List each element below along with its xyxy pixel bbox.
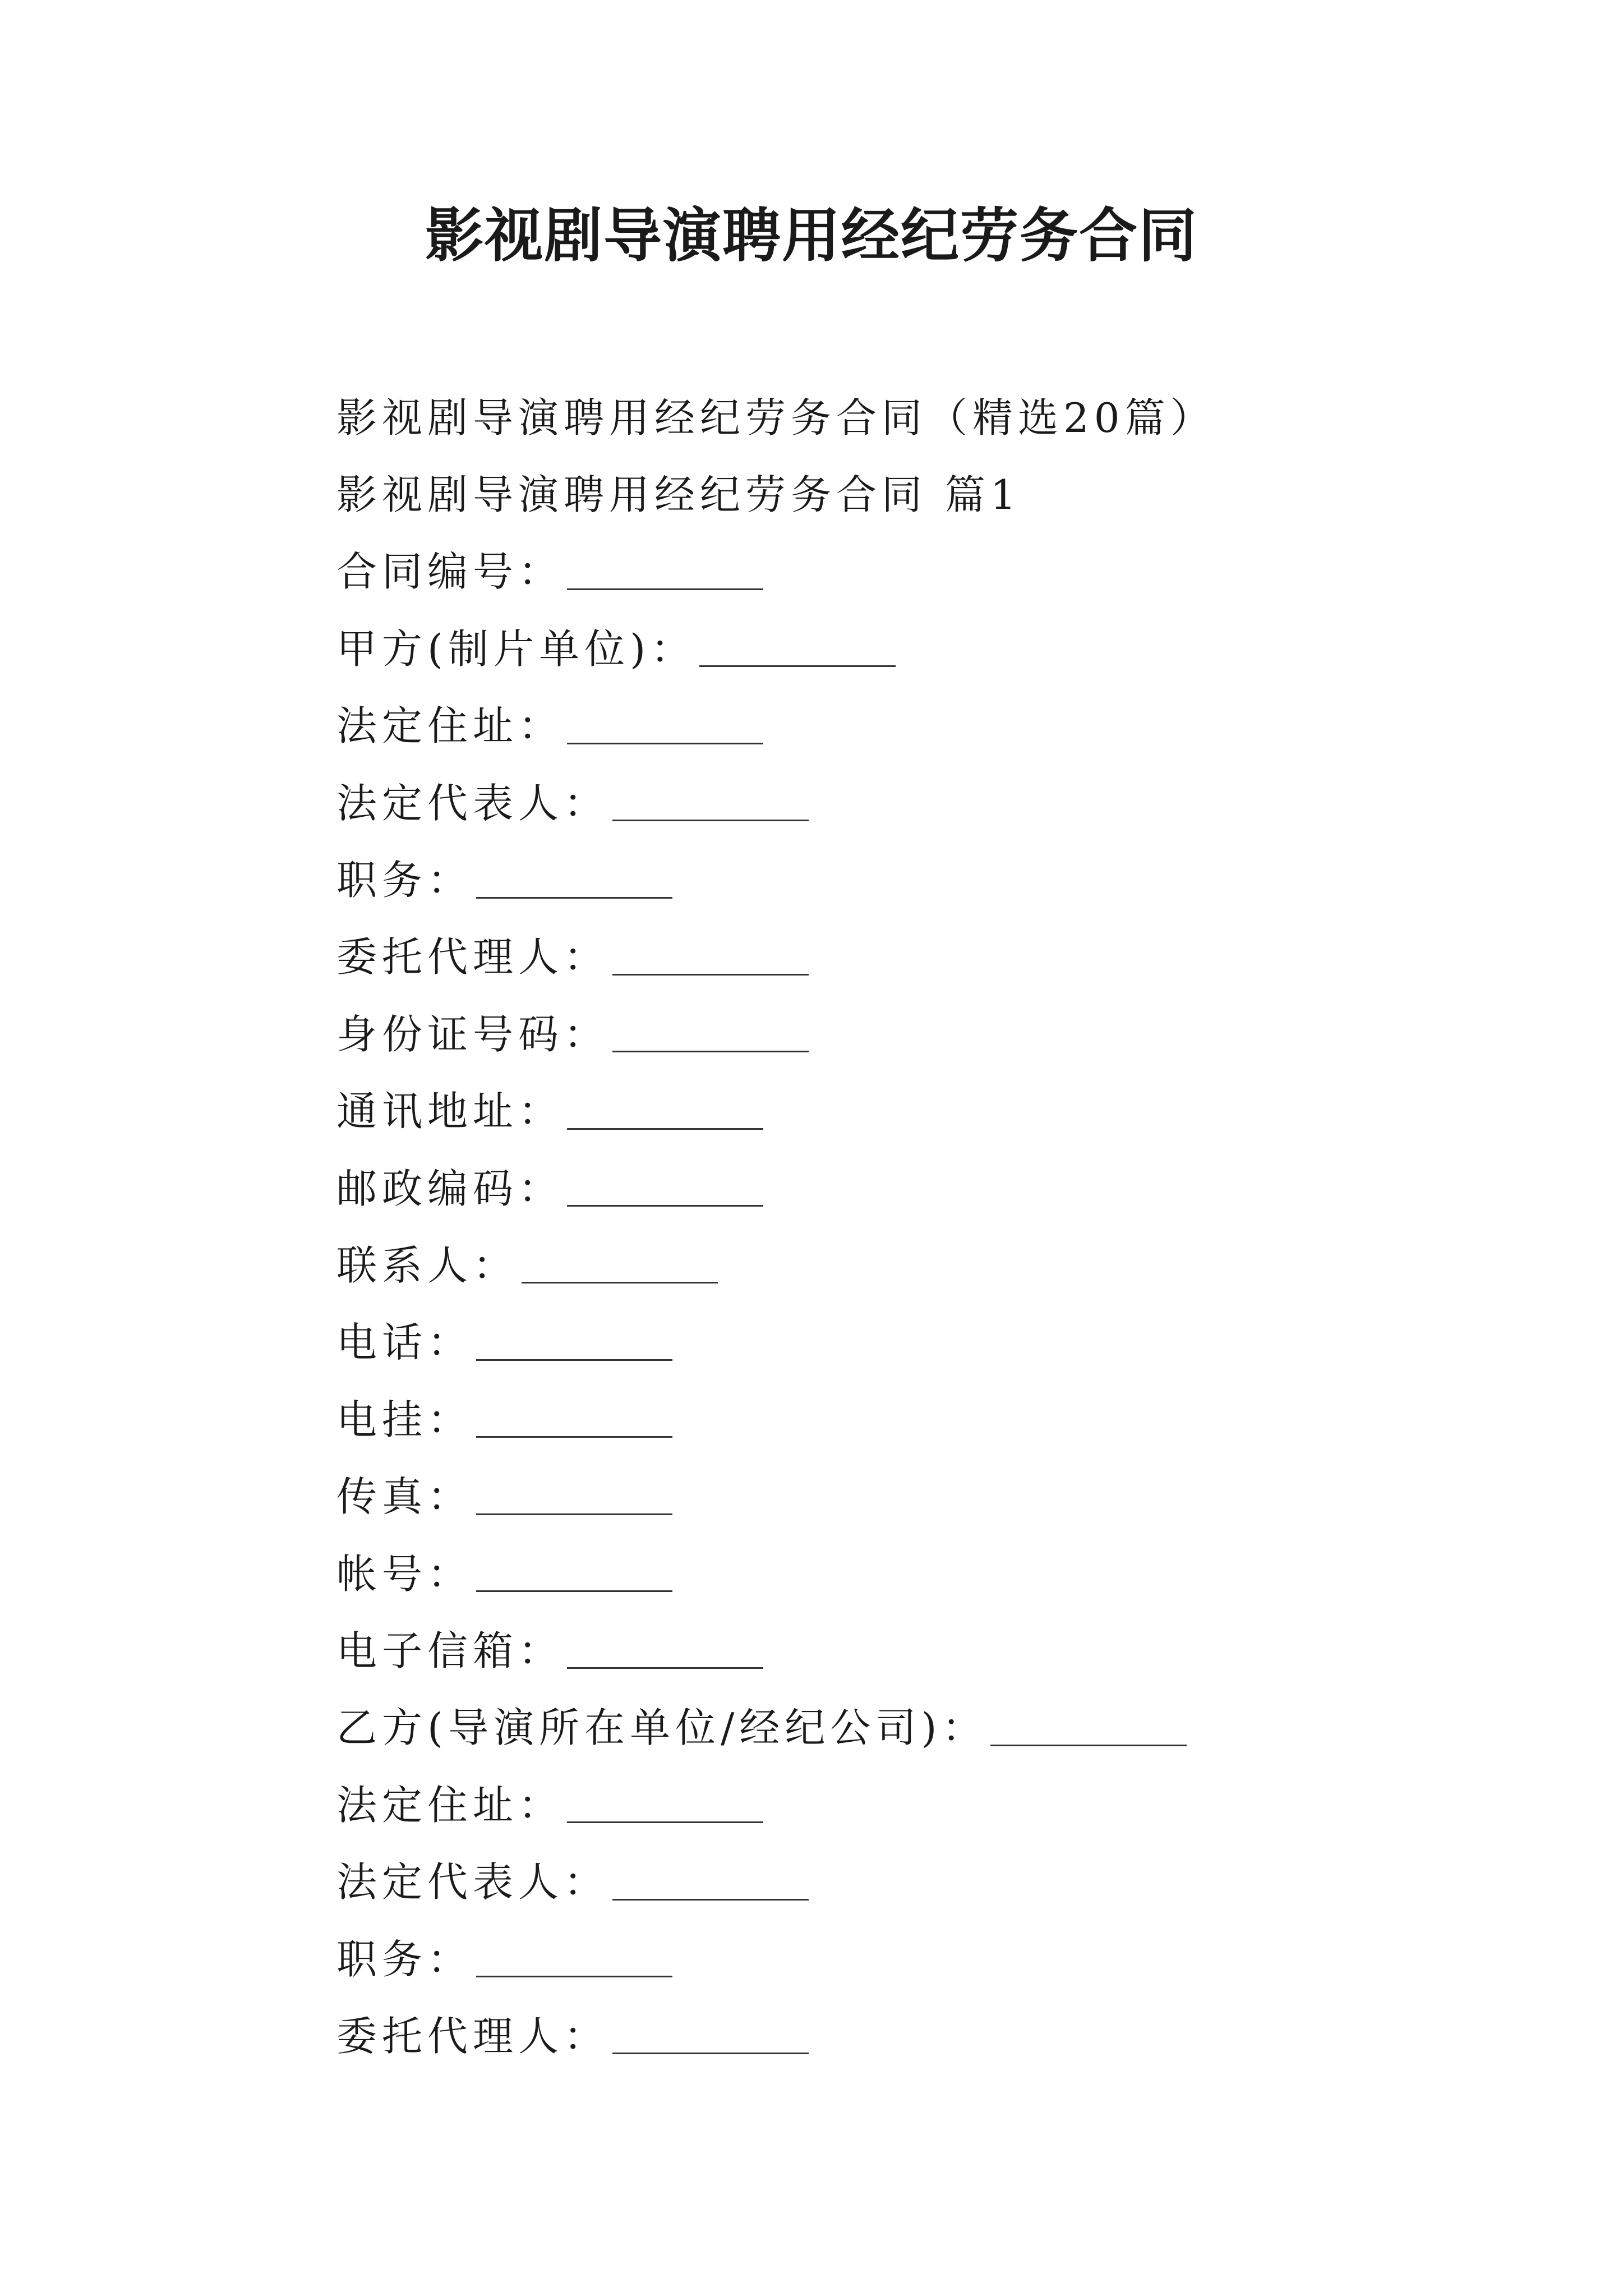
field-label: 联系人： bbox=[336, 1241, 519, 1289]
fill-in-blank[interactable] bbox=[476, 880, 672, 899]
fill-in-blank[interactable] bbox=[612, 1034, 809, 1052]
fill-in-blank[interactable] bbox=[567, 1188, 763, 1207]
field-label: 法定住址： bbox=[336, 1781, 564, 1829]
contract-field-line bbox=[336, 530, 1514, 607]
field-label: 帐号： bbox=[336, 1550, 473, 1598]
fill-in-blank[interactable] bbox=[567, 1111, 763, 1130]
document-body bbox=[336, 376, 1514, 2072]
contract-field-line bbox=[336, 1840, 1514, 1917]
contract-field-line bbox=[336, 1609, 1514, 1686]
field-label: 法定住址： bbox=[336, 702, 564, 750]
field-label: 传真： bbox=[336, 1473, 473, 1521]
contract-field-line bbox=[336, 607, 1514, 684]
field-label: 邮政编码： bbox=[336, 1165, 564, 1212]
subtitle-text: 影视剧导演聘用经纪劳务合同（精选20篇） bbox=[336, 394, 1216, 441]
fill-in-blank[interactable] bbox=[612, 957, 809, 976]
field-label: 身份证号码： bbox=[336, 1010, 610, 1058]
contract-field-line bbox=[336, 915, 1514, 992]
contract-field-line bbox=[336, 1455, 1514, 1531]
fill-in-blank[interactable] bbox=[476, 1959, 672, 1977]
field-label: 电子信箱： bbox=[336, 1627, 564, 1674]
field-label: 委托代理人： bbox=[336, 933, 610, 981]
field-label: 合同编号： bbox=[336, 548, 564, 596]
contract-field-line bbox=[336, 1686, 1514, 1763]
contract-field-line bbox=[336, 1378, 1514, 1455]
document-subtitle bbox=[336, 376, 1514, 453]
fill-in-blank[interactable] bbox=[476, 1573, 672, 1592]
field-label: 职务： bbox=[336, 857, 473, 904]
fill-in-blank[interactable] bbox=[567, 572, 763, 590]
fill-in-blank[interactable] bbox=[567, 1805, 763, 1823]
section-heading-text: 影视剧导演聘用经纪劳务合同 篇1 bbox=[336, 471, 1021, 519]
fill-in-blank[interactable] bbox=[567, 1650, 763, 1669]
contract-field-line bbox=[336, 1070, 1514, 1147]
contract-fields bbox=[336, 530, 1514, 2072]
contract-field-line bbox=[336, 838, 1514, 915]
field-label: 法定代表人： bbox=[336, 779, 610, 827]
contract-field-line bbox=[336, 992, 1514, 1069]
contract-field-line bbox=[336, 1994, 1514, 2071]
contract-field-line bbox=[336, 1223, 1514, 1300]
field-label: 电挂： bbox=[336, 1396, 473, 1443]
fill-in-blank[interactable] bbox=[612, 803, 809, 821]
field-label: 甲方(制片单位)： bbox=[336, 625, 697, 673]
contract-field-line bbox=[336, 1763, 1514, 1840]
contract-field-line bbox=[336, 1532, 1514, 1609]
fill-in-blank[interactable] bbox=[612, 2036, 809, 2054]
field-label: 通讯地址： bbox=[336, 1088, 564, 1135]
section-heading bbox=[336, 453, 1514, 530]
fill-in-blank[interactable] bbox=[522, 1265, 718, 1283]
contract-field-line bbox=[336, 1301, 1514, 1378]
fill-in-blank[interactable] bbox=[476, 1497, 672, 1515]
contract-field-line bbox=[336, 761, 1514, 838]
fill-in-blank[interactable] bbox=[612, 1882, 809, 1901]
contract-field-line bbox=[336, 1917, 1514, 1994]
document-title: 影视剧导演聘用经纪劳务合同 bbox=[425, 201, 1198, 270]
field-label: 法定代表人： bbox=[336, 1858, 610, 1906]
contract-field-line bbox=[336, 1147, 1514, 1223]
fill-in-blank[interactable] bbox=[476, 1419, 672, 1438]
contract-field-line bbox=[336, 684, 1514, 761]
fill-in-blank[interactable] bbox=[476, 1342, 672, 1361]
field-label: 乙方(导演所在单位/经纪公司)： bbox=[336, 1704, 988, 1752]
field-label: 职务： bbox=[336, 1935, 473, 1983]
fill-in-blank[interactable] bbox=[990, 1728, 1187, 1746]
fill-in-blank[interactable] bbox=[567, 726, 763, 744]
fill-in-blank[interactable] bbox=[699, 648, 896, 667]
field-label: 委托代理人： bbox=[336, 2012, 610, 2060]
field-label: 电话： bbox=[336, 1319, 473, 1366]
